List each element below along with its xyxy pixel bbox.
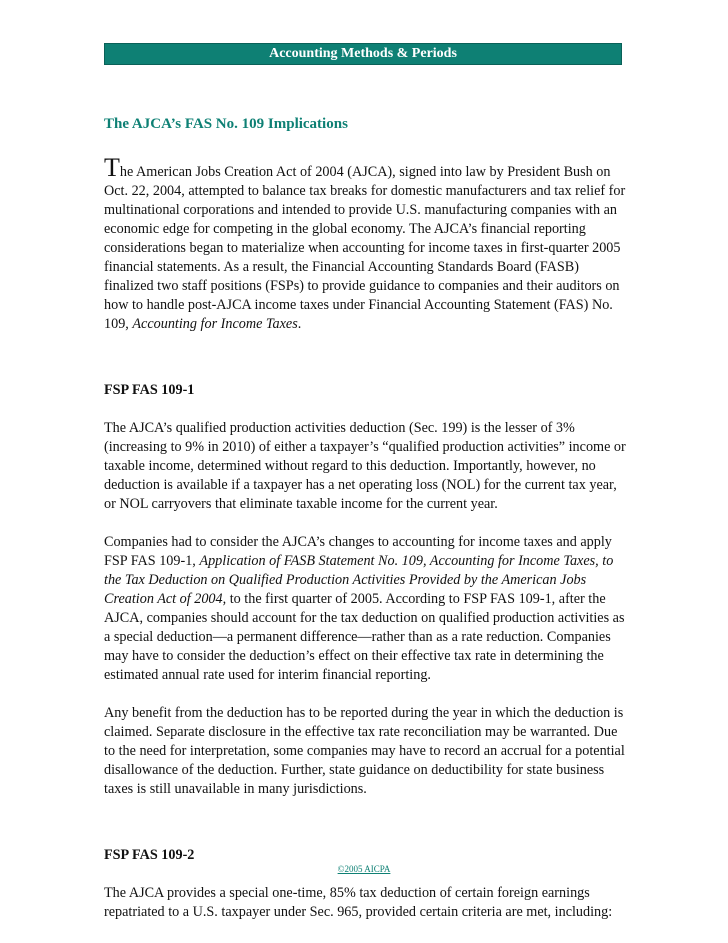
footer-copyright[interactable]: ©2005 AICPA (337, 864, 391, 874)
fsp1-paragraph-2: Companies had to consider the AJCA’s changes to accounting for income taxes and apply FSP FAS 109-1, Application of FASB Statement No. 109, Accounting for Income Taxes, to the Tax Deduction on Qualified Production Activities Provided by the American Jobs Creation Act of 2004, to the first quarter of 2005. According to FSP FAS 109-1, after the AJCA, companies should account for the tax deduction on qualified production activities as a special deduction—a permanent difference—rather than as a rate reduction. Companies may have to consider the deduction’s effect on their effective tax rate in determining the estimated annual rate used for interim financial reporting. (104, 534, 625, 683)
fsp1-paragraph-1: The AJCA’s qualified production activities deduction (Sec. 199) is the lesser of 3% (increasing to 9% in 2010) of either a taxpayer’s “qualified production activities” income or taxable income, determined without regard to this deduction. Importantly, however, no deduction is available if a taxpayer has a net operating loss (NOL) for the current tax year, or NOL carryovers that eliminate taxable income for the current year. (104, 420, 626, 512)
fsp1-italic-title: Application of FASB Statement No. 109, Accounting for Income Taxes, to the Tax Deduction on Qualified Production Activities Provided by the American Jobs Creation Act of 2004, (104, 553, 614, 607)
fsp1-paragraph-3: Any benefit from the deduction has to be reported during the year in which the deduction is claimed. Separate disclosure in the effective tax rate reconciliation may be warranted. Due to the need for interpretation, some companies may have to record an accrual for a potential disallowance of the deduction. Further, state guidance on deductibility for state business taxes is still unavailable in many jurisdictions. (104, 705, 625, 797)
fsp1-heading: FSP FAS 109-1 (104, 382, 195, 398)
header-bar (104, 43, 622, 65)
fsp2-heading: FSP FAS 109-2 (104, 847, 195, 863)
document-body (104, 153, 628, 922)
header-title: Accounting Methods & Periods (269, 46, 457, 61)
fsp2-paragraph-1: The AJCA provides a special one-time, 85% tax deduction of certain foreign earnings repatriated to a U.S. taxpayer under Sec. 965, provided certain criteria are met, including: (104, 885, 613, 920)
dropcap: T (104, 153, 120, 182)
intro-paragraph: The American Jobs Creation Act of 2004 (AJCA), signed into law by President Bush on Oct. 22, 2004, attempted to balance tax breaks for domestic manufacturers and tax relief for multinational corporations and intended to provide U.S. manufacturing companies with an economic edge for competing in the global economy. The AJCA’s financial reporting considerations began to materialize when accounting for income taxes in first-quarter 2005 financial statements. As a result, the Financial Accounting Standards Board (FASB) finalized two staff positions (FSPs) to provide guidance to companies and their auditors on how to handle post-AJCA income taxes under Financial Accounting Statement (FAS) No. 109, Accounting for Income Taxes. (104, 153, 626, 332)
intro-italic: Accounting for Income Taxes (132, 316, 298, 332)
section-title: The AJCA’s FAS No. 109 Implications (104, 116, 348, 132)
